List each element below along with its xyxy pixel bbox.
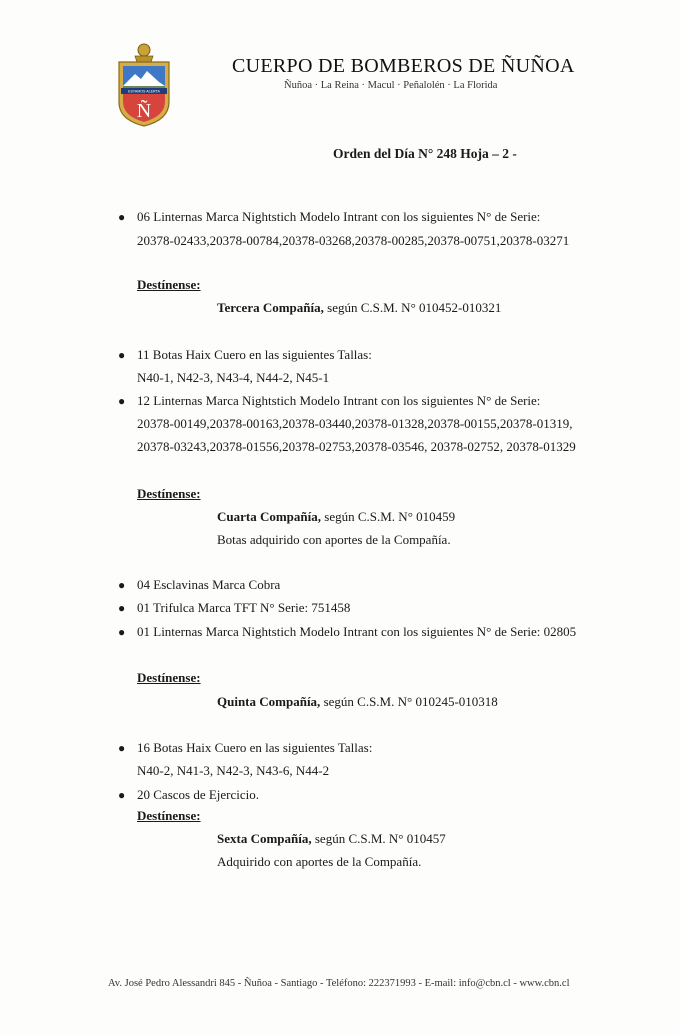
- list-item: 11 Botas Haix Cuero en las siguientes Tallas:: [137, 347, 372, 362]
- destination-note: Adquirido con aportes de la Compañía.: [217, 854, 422, 869]
- destination-company: Tercera Compañía,: [217, 300, 324, 315]
- list-item-continuation: N40-2, N41-3, N42-3, N43-6, N44-2: [137, 763, 330, 778]
- list-item: 01 Linternas Marca Nightstich Modelo Intrant con los siguientes N° de Serie: 02805: [137, 624, 577, 639]
- destination-csm: según C.S.M. N° 010245-010318: [320, 694, 498, 709]
- bullet-icon: ●: [118, 601, 126, 615]
- crest-logo: [115, 40, 173, 128]
- list-item: 12 Linternas Marca Nightstich Modelo Intrant con los siguientes N° de Serie:: [137, 393, 541, 408]
- destination-label: Destínense:: [137, 486, 201, 501]
- crest-letter: Ñ: [136, 100, 152, 122]
- destination-line: [217, 300, 501, 316]
- list-item: 20 Cascos de Ejercicio.: [137, 787, 260, 802]
- destination-company: Cuarta Compañía,: [217, 509, 322, 524]
- org-name: CUERPO DE BOMBEROS DE ÑUÑOA: [232, 55, 575, 77]
- destination-line: [217, 509, 455, 525]
- destination-note: Botas adquirido con aportes de la Compañía.: [217, 532, 451, 547]
- destination-label: Destínense:: [137, 808, 201, 823]
- bullet-icon: ●: [118, 348, 126, 362]
- destination-csm: según C.S.M. N° 010457: [311, 831, 446, 846]
- org-subtitle: Ñuñoa · La Reina · Macul · Peñalolén · La Florida: [284, 80, 498, 91]
- destination-label: Destínense:: [137, 670, 201, 685]
- bullet-icon: ●: [118, 394, 126, 408]
- bullet-icon: ●: [118, 578, 126, 592]
- list-item-continuation: 20378-02433,20378-00784,20378-03268,20378-00285,20378-00751,20378-03271: [137, 233, 570, 248]
- list-item-continuation: N40-1, N42-3, N43-4, N44-2, N45-1: [137, 370, 330, 385]
- list-item: 06 Linternas Marca Nightstich Modelo Intrant con los siguientes N° de Serie:: [137, 209, 541, 224]
- crest-motto: ESTAMOS ALERTA: [128, 89, 160, 94]
- list-item-continuation: 20378-03243,20378-01556,20378-02753,20378-03546, 20378-02752, 20378-01329: [137, 439, 576, 454]
- list-item: 16 Botas Haix Cuero en las siguientes Tallas:: [137, 740, 373, 755]
- list-item: 01 Trifulca Marca TFT N° Serie: 751458: [137, 600, 351, 615]
- destination-line: [217, 694, 498, 710]
- list-item: 04 Esclavinas Marca Cobra: [137, 577, 281, 592]
- destination-company: Sexta Compañía,: [217, 831, 312, 846]
- destination-label: Destínense:: [137, 277, 201, 292]
- bullet-icon: ●: [118, 210, 126, 224]
- destination-line: [217, 831, 446, 847]
- bullet-icon: ●: [118, 625, 126, 639]
- footer-contact: Av. José Pedro Alessandri 845 - Ñuñoa - Santiago - Teléfono: 222371993 - E-mail: info@cbn.cl - www.cbn.cl: [108, 978, 570, 989]
- bullet-icon: ●: [118, 788, 126, 802]
- destination-csm: según C.S.M. N° 010452-010321: [323, 300, 502, 315]
- destination-csm: según C.S.M. N° 010459: [321, 509, 456, 524]
- bullet-icon: ●: [118, 741, 126, 755]
- destination-company: Quinta Compañía,: [217, 694, 321, 709]
- list-item-continuation: 20378-00149,20378-00163,20378-03440,20378-01328,20378-00155,20378-01319,: [137, 416, 573, 431]
- order-title: Orden del Día N° 248 Hoja – 2 -: [333, 146, 517, 161]
